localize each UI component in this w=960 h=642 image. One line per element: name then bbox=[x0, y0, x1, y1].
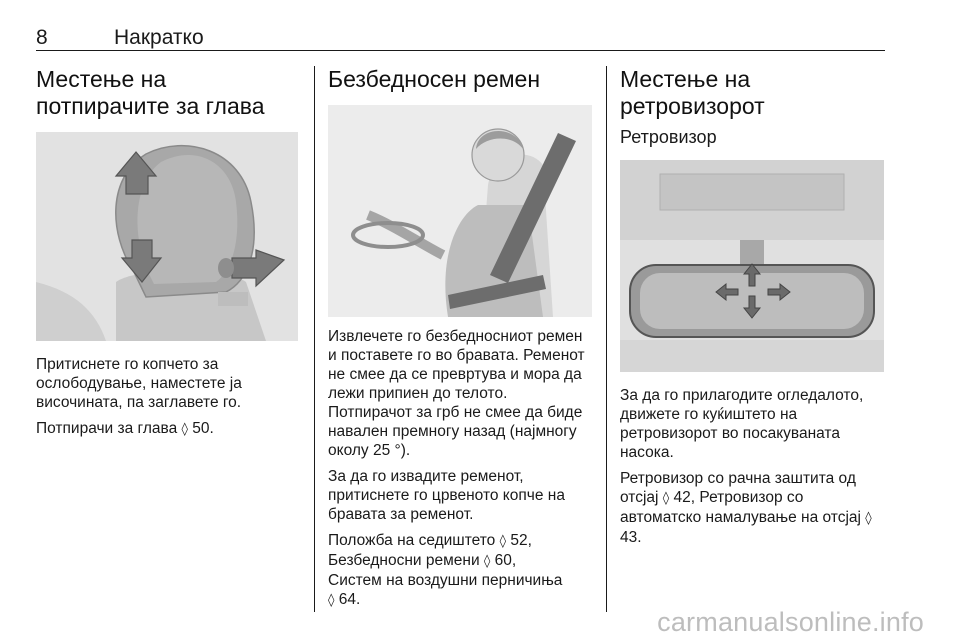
instruction-seatbelt: Извлечете го безбедносниот ремен и поставете го во бравата. Ременот не смее да се превртува и мора да лежи припиен до телото. Потпирачот за грб не смее да биде навален премногу назад (најмногу околу 25 °). bbox=[328, 328, 585, 459]
page-number: 8 bbox=[36, 26, 48, 49]
reference-list-seatbelt: Положба на седиштето ◊ 52, Безбедносни ремени ◊ 60, Систем на воздушни перничиња ◊ 64. bbox=[328, 532, 563, 608]
cross-reference-icon: ◊ bbox=[499, 534, 507, 549]
reference-list-mirror: Ретровизор со рачна заштита од отсјај ◊ 42, Ретровизор со автоматско намалување на отсјај ◊ 43. bbox=[620, 470, 872, 546]
cross-reference-icon: ◊ bbox=[662, 491, 670, 506]
column-headrest bbox=[36, 66, 300, 446]
column-divider-1 bbox=[314, 66, 315, 612]
section-heading-headrest: Местење на потпирачите за глава bbox=[36, 66, 265, 119]
reference-headrest: Потпирачи за глава ◊ 50. bbox=[36, 420, 214, 437]
section-heading-seatbelt: Безбедносен ремен bbox=[328, 66, 541, 92]
header-rule bbox=[36, 50, 885, 51]
cross-reference-icon: ◊ bbox=[181, 422, 188, 437]
instruction-seatbelt-release: За да го извадите ременот, притиснете го црвеното копче на бравата за ременот. bbox=[328, 468, 565, 523]
running-title: Накратко bbox=[114, 26, 204, 49]
seatbelt-illustration bbox=[328, 105, 592, 317]
instruction-mirror: За да го прилагодите огледалото, движете го куќиштето на ретровизорот во посакуваната насока. bbox=[620, 387, 864, 461]
subheading-mirror: Ретровизор bbox=[620, 127, 717, 147]
watermark: carmanualsonline.info bbox=[657, 607, 924, 637]
cross-reference-icon: ◊ bbox=[865, 511, 872, 526]
column-divider-2 bbox=[606, 66, 607, 612]
section-heading-mirror: Местење на ретровизорот bbox=[620, 66, 765, 119]
column-mirror bbox=[620, 66, 886, 554]
headrest-illustration bbox=[36, 132, 298, 341]
column-seatbelt bbox=[328, 66, 594, 617]
cross-reference-icon: ◊ bbox=[328, 593, 335, 608]
rear-view-mirror-illustration bbox=[620, 160, 884, 372]
page-header bbox=[36, 26, 884, 50]
cross-reference-icon: ◊ bbox=[483, 554, 491, 569]
instruction-headrest: Притиснете го копчето за ослободување, наместете ја височината, па заглавете го. bbox=[36, 356, 242, 411]
